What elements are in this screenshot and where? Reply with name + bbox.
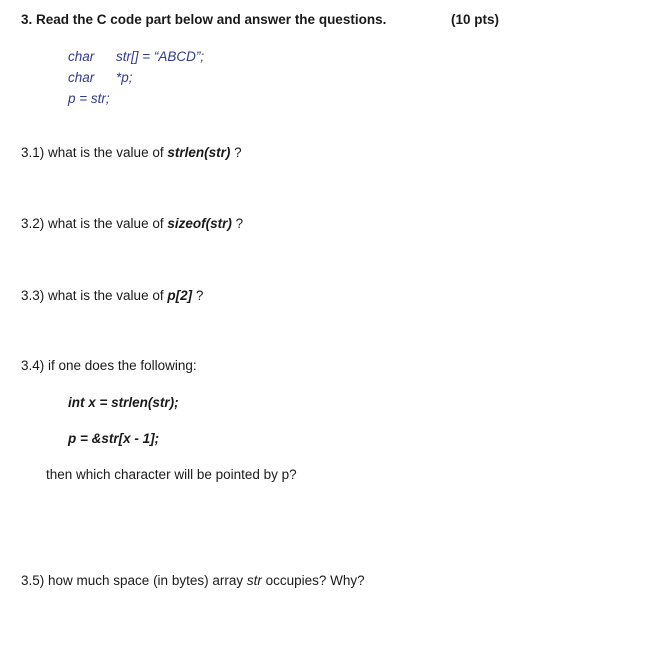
question-emphasis: p[2] (167, 288, 193, 303)
question-text: 3.1) what is the value of (21, 145, 168, 160)
question-3-4-code-2: p = &str[x - 1]; (68, 431, 160, 446)
question-text: ? (231, 216, 244, 231)
code-line-1 (68, 49, 204, 64)
question-text: occupies? Why? (261, 573, 365, 588)
question-title: 3. Read the C code part below and answer the questions. (21, 12, 387, 27)
question-text: 3.3) what is the value of (21, 288, 168, 303)
points-label: (10 pts) (451, 12, 500, 27)
question-emphasis: sizeof(str) (167, 216, 232, 231)
question-3-3 (21, 288, 203, 303)
question-3-4: 3.4) if one does the following: (21, 358, 197, 373)
code-keyword: char (68, 49, 95, 64)
question-text: ? (192, 288, 204, 303)
question-3-2 (21, 216, 243, 231)
code-text: *p; (116, 70, 133, 85)
code-line-2 (68, 70, 133, 85)
question-emphasis: str (246, 573, 262, 588)
question-text: 3.2) what is the value of (21, 216, 168, 231)
question-3-1 (21, 145, 242, 160)
code-line-3: p = str; (68, 91, 110, 106)
question-emphasis: strlen(str) (167, 145, 231, 160)
question-text: 3.5) how much space (in bytes) array (21, 573, 247, 588)
question-text: ? (230, 145, 242, 160)
question-3-4-code-1: int x = strlen(str); (68, 395, 179, 410)
code-keyword: char (68, 70, 95, 85)
question-3-5 (21, 573, 365, 588)
question-3-4-followup: then which character will be pointed by p? (46, 467, 297, 482)
code-text: str[] = “ABCD”; (116, 49, 205, 64)
